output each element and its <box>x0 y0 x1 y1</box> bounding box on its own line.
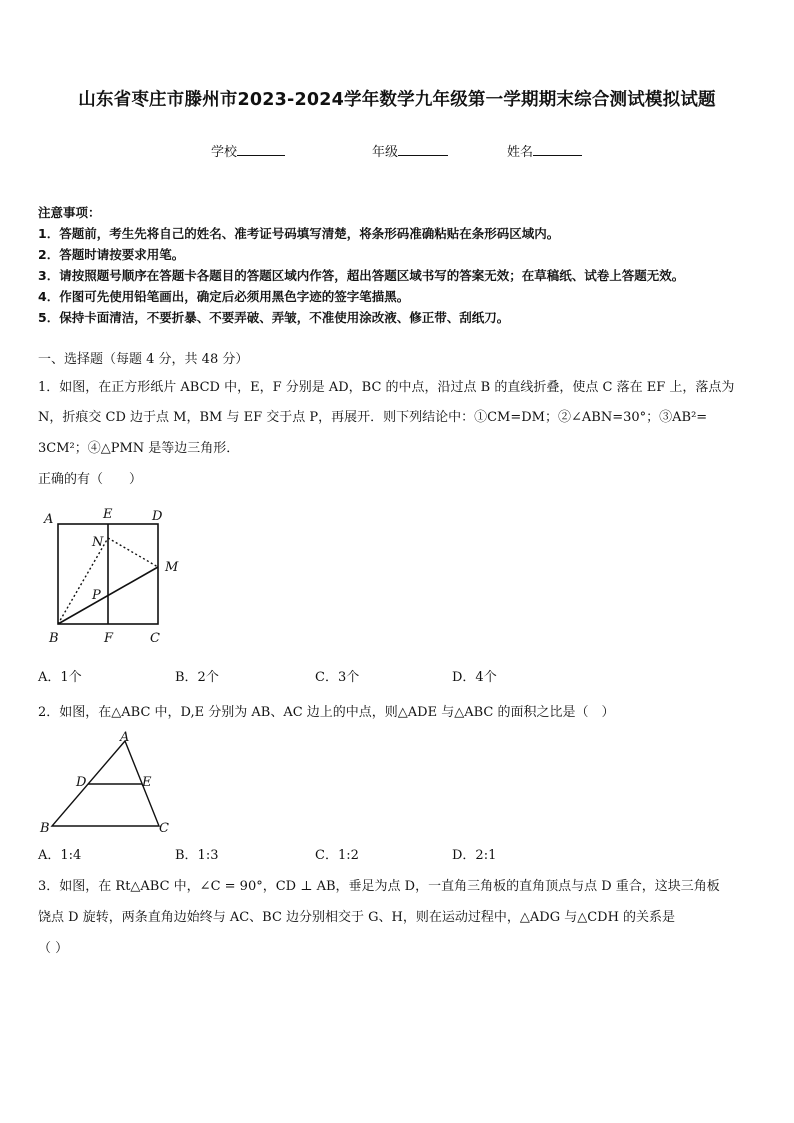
school-field[interactable] <box>211 141 285 160</box>
notice-item: 1．答题前，考生先将自己的姓名、准考证号码填写清楚，将条形码准确粘贴在条形码区域内。 <box>38 226 560 241</box>
label-b: B <box>49 631 59 646</box>
label-c: C <box>150 631 160 646</box>
label-e: E <box>142 775 152 790</box>
section-heading: 一、选择题（每题 4 分，共 48 分） <box>38 352 249 367</box>
notice-item: 4．作图可先使用铅笔画出，确定后必须用黑色字迹的签字笔描黑。 <box>38 289 410 304</box>
school-label: 学校 <box>211 145 238 160</box>
exam-title: 山东省枣庄市滕州市2023-2024学年数学九年级第一学期期末综合测试模拟试题 <box>78 90 716 110</box>
name-field[interactable] <box>507 141 582 160</box>
q1-line3: 3CM²；④△PMN 是等边三角形． <box>38 441 240 456</box>
label-n: N <box>92 535 104 550</box>
q1-line2: N，折痕交 CD 边于点 M，BM 与 EF 交于点 P，再展开．则下列结论中：①CM=DM；②∠ABN=30°；③AB²= <box>38 410 708 425</box>
grade-field[interactable] <box>372 141 448 160</box>
name-blank[interactable] <box>533 143 582 156</box>
label-c: C <box>159 821 169 836</box>
q2-option-a[interactable]: A．1:4 <box>38 848 82 863</box>
q3-line3: （ ） <box>38 941 69 956</box>
q2-line1: 2．如图，在△ABC 中，D,E 分别为 AB、AC 边上的中点，则△ADE 与△ABC 的面积之比是（ ） <box>38 705 615 720</box>
q1-option-c[interactable]: C．3个 <box>315 670 360 685</box>
grade-blank[interactable] <box>398 143 448 156</box>
notice-item: 3．请按照题号顺序在答题卡各题目的答题区域内作答，超出答题区域书写的答案无效；在草稿纸、试卷上答题无效。 <box>38 268 685 283</box>
label-a: A <box>120 730 130 745</box>
q1-option-d[interactable]: D．4个 <box>452 670 497 685</box>
q1-line1: 1．如图，在正方形纸片 ABCD 中，E，F 分别是 AD，BC 的中点，沿过点 B 的直线折叠，使点 C 落在 EF 上，落点为 <box>38 380 735 395</box>
label-d: D <box>152 509 163 524</box>
notice-heading: 注意事项： <box>38 205 101 220</box>
label-a: A <box>44 512 54 527</box>
q1-option-b[interactable]: B．2个 <box>175 670 219 685</box>
q2-option-d[interactable]: D．2:1 <box>452 848 497 863</box>
q2-option-c[interactable]: C．1:2 <box>315 848 359 863</box>
notice-item: 5．保持卡面清洁，不要折暴、不要弄破、弄皱，不准使用涂改液、修正带、刮纸刀。 <box>38 310 510 325</box>
dotted-nm <box>108 538 158 567</box>
name-label: 姓名 <box>507 145 534 160</box>
school-blank[interactable] <box>237 143 285 156</box>
label-e: E <box>103 507 113 522</box>
q3-line1: 3．如图，在 Rt△ABC 中，∠C = 90°，CD ⊥ AB，垂足为点 D，一直角三角板的直角顶点与点 D 重合，这块三角板 <box>38 879 720 894</box>
q2-triangle-figure <box>35 728 185 838</box>
label-f: F <box>104 631 114 646</box>
q1-option-a[interactable]: A．1个 <box>38 670 82 685</box>
q1-square-figure <box>40 505 190 650</box>
dotted-bn <box>58 538 108 624</box>
label-b: B <box>40 821 50 836</box>
label-p: P <box>92 588 101 603</box>
notice-item: 2．答题时请按要求用笔。 <box>38 247 185 262</box>
q1-line4: 正确的有（ ） <box>38 472 143 487</box>
q3-line2: 饶点 D 旋转，两条直角边始终与 AC、BC 边分别相交于 G、H，则在运动过程中，△ADG 与△CDH 的关系是 <box>38 910 676 925</box>
q2-option-b[interactable]: B．1:3 <box>175 848 219 863</box>
notice-block <box>38 202 684 328</box>
label-m: M <box>165 560 179 575</box>
label-d: D <box>76 775 87 790</box>
grade-label: 年级 <box>372 145 399 160</box>
